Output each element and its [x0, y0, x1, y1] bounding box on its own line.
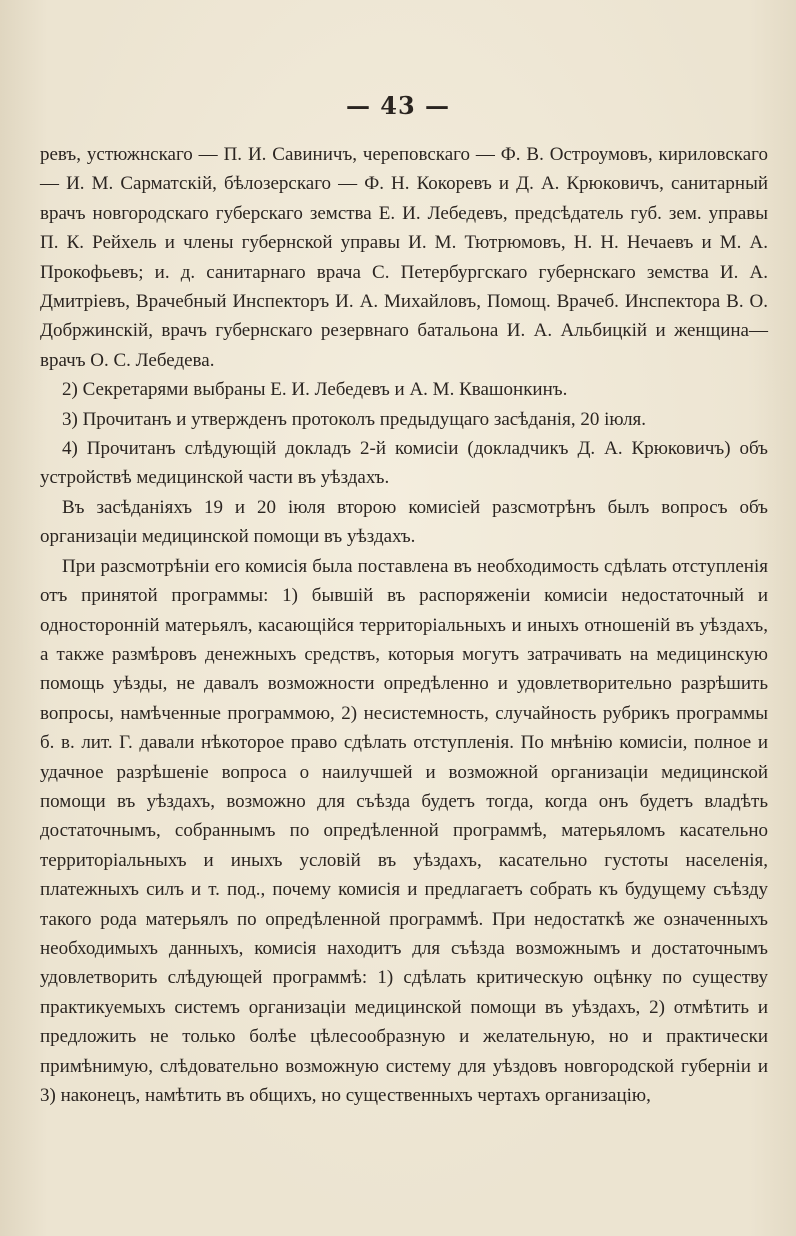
paragraph-commission-findings: При разсмотрѣніи его комисія была поставлена въ необходимость сдѣлать отступленія отъ принятой программы: 1) бывшій въ распоряженіи комисіи недостаточный и односторонній матерьялъ, касающійся территоріальныхъ и иныхъ отношеній въ уѣздахъ, а также размѣровъ денежныхъ средствъ, которыя могутъ затрачивать на медицинскую помощь уѣзды, не давалъ возможности опредѣленно и удовлетворительно разрѣшить вопросы, намѣченные программою, 2) несистемность, случайность рубрикъ программы б. в. лит. Г. давали нѣкоторое право сдѣлать отступленія. По мнѣнію комисіи, полное и удачное разрѣшеніе вопроса о наилучшей и возможной организаціи медицинской помощи въ уѣздахъ, возможно для съѣзда будетъ тогда, когда онъ будетъ владѣть достаточнымъ, собраннымъ по опредѣленной программѣ, матерьяломъ касательно территоріальныхъ и иныхъ условій въ уѣздахъ, касательно густоты населенія, платежныхъ силъ и т. под., почему комисія и предлагаетъ собрать къ будущему съѣзду такого рода матерьялъ по опредѣленной программѣ. При недостаткѣ же означенныхъ необходимыхъ данныхъ, комисія находитъ для съѣзда возможнымъ и достаточнымъ удовлетворить слѣдующей программѣ: 1) сдѣлать критическую оцѣнку по существу практикуемыхъ системъ организаціи медицинской помощи въ уѣздахъ, 2) отмѣтить и предложить не только болѣе цѣлесообразную и желательную, но и практически примѣнимую, слѣдовательно возможную систему для уѣздовъ новгородской губерніи и 3) наконецъ, намѣтить въ общихъ, но существенныхъ чертахъ организацію,: [40, 555, 768, 1106]
body-text: [40, 140, 768, 1110]
paragraph-attendees: ревъ, устюжнскаго — П. И. Савиничъ, череповскаго — Ф. В. Остроумовъ, кириловскаго — И. М. Сарматскій, бѣлозерскаго — Ф. Н. Кокоревъ и Д. А. Крюковичъ, санитарный врачъ новгородскаго губерскаго земства Е. И. Лебедевъ, предсѣдатель губ. зем. управы П. К. Рейхель и члены губернской управы И. М. Тютрюмовъ, Н. Н. Нечаевъ и М. А. Прокофьевъ; и. д. санитарнаго врача С. Петербургскаго губернскаго земства И. А. Дмитріевъ, Врачебный Инспекторъ И. А. Михайловъ, Помощ. Врачеб. Инспектора В. О. Добржинскій, врачъ губернскаго резервнаго батальона И. А. Альбицкій и женщина—врачъ О. С. Лебедева.: [40, 144, 768, 371]
paragraph-secretaries: 2) Секретарями выбраны Е. И. Лебедевъ и А. М. Квашонкинъ.: [62, 379, 568, 401]
page-number: — 43 —: [345, 91, 451, 120]
paragraph-protocol: 3) Прочитанъ и утвержденъ протоколъ предыдущаго засѣданія, 20 іюля.: [62, 408, 647, 430]
paragraph-report: 4) Прочитанъ слѣдующій докладъ 2-й комисіи (докладчикъ Д. А. Крюковичъ) объ устройствѣ медицинской части въ уѣздахъ.: [40, 438, 768, 489]
paragraph-sessions: Въ засѣданіяхъ 19 и 20 іюля второю комисіей разсмотрѣнъ былъ вопросъ объ организаціи медицинской помощи въ уѣздахъ.: [40, 496, 768, 548]
